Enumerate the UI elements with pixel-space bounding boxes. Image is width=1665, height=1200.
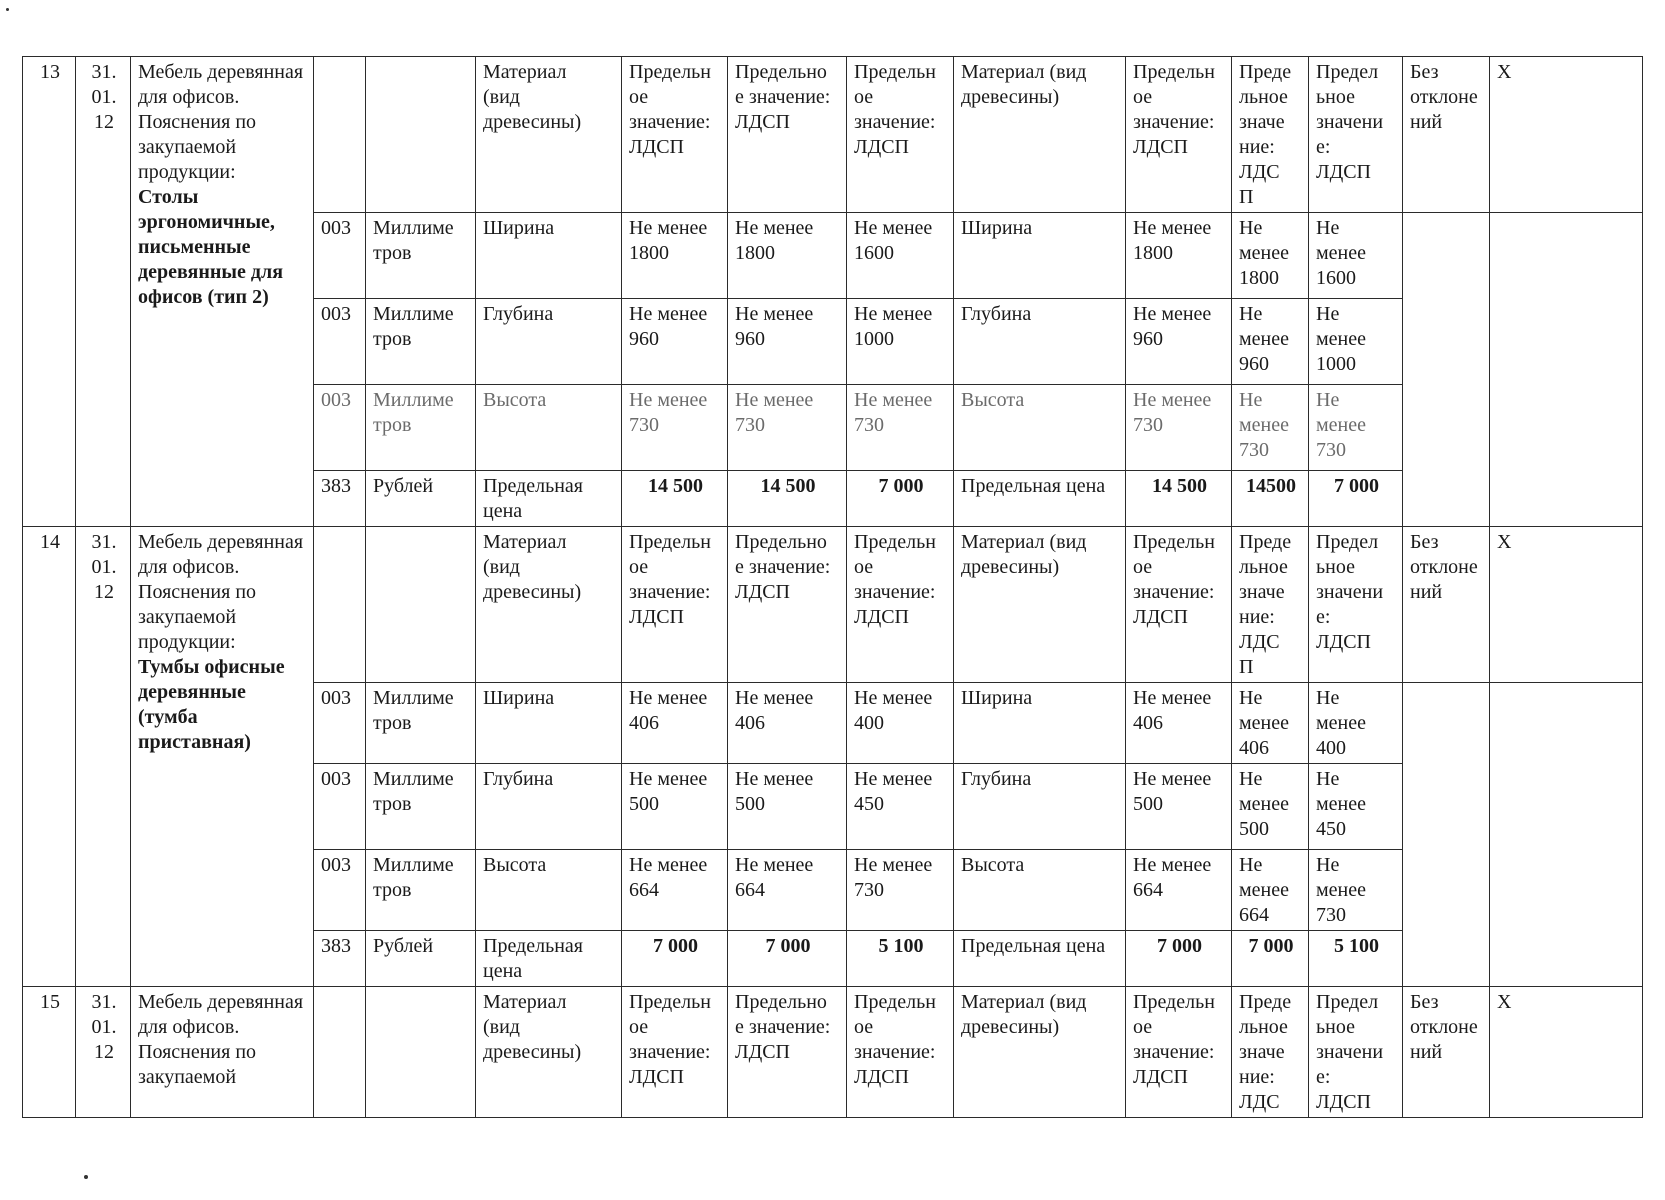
empty-cell: [1403, 213, 1490, 527]
table-row: [23, 57, 1643, 213]
unit-code: 383: [314, 471, 366, 527]
furniture-requirements-table: [22, 56, 1643, 1118]
limit-value: Предельно е значение: ЛДСП: [728, 527, 847, 683]
item-description: Мебель деревянная для офисов. Пояснения по закупаемой: [131, 987, 314, 1118]
value-cell: Не менее 1600: [847, 213, 954, 299]
price-value: 7 000: [1232, 931, 1309, 987]
price-value: 7 000: [847, 471, 954, 527]
limit-value: Предельн ое значение: ЛДСП: [847, 527, 954, 683]
price-value: 7 000: [728, 931, 847, 987]
value-cell: Не менее 730: [622, 385, 728, 471]
unit-name: Миллиме тров: [366, 683, 476, 764]
characteristic-name: Глубина: [476, 764, 622, 850]
item-description-text: Мебель деревянная для офисов. Пояснения по закупаемой продукции:: [138, 531, 304, 653]
value-cell: Не менее 1800: [1126, 213, 1232, 299]
characteristic-name: Материал (вид древесины): [954, 57, 1126, 213]
price-value: 14 500: [1126, 471, 1232, 527]
unit-code: 003: [314, 850, 366, 931]
value-cell: Не менее 1800: [728, 213, 847, 299]
value-cell: Не менее 400: [847, 683, 954, 764]
item-description: [131, 57, 314, 527]
value-cell: Не менее 960: [1232, 299, 1309, 385]
value-cell: Не менее 406: [728, 683, 847, 764]
characteristic-name: Материал (вид древесины): [954, 987, 1126, 1118]
empty-cell: [314, 987, 366, 1118]
value-cell: Не менее 730: [847, 385, 954, 471]
value-cell: Не менее 406: [1126, 683, 1232, 764]
mark-cell: Х: [1490, 57, 1643, 213]
price-value: 14 500: [622, 471, 728, 527]
characteristic-name: Ширина: [476, 213, 622, 299]
limit-value: Предельн ое значение: ЛДСП: [1126, 57, 1232, 213]
value-cell: Не менее 730: [847, 850, 954, 931]
row-number: 13: [23, 57, 76, 527]
empty-cell: [1490, 683, 1643, 987]
empty-cell: [1403, 683, 1490, 987]
unit-code: 003: [314, 683, 366, 764]
value-cell: Не менее 664: [1232, 850, 1309, 931]
table-row: [23, 527, 1643, 683]
value-cell: Не менее 1600: [1309, 213, 1403, 299]
scan-speck: [84, 1175, 88, 1179]
value-cell: Не менее 664: [728, 850, 847, 931]
value-cell: Не менее 664: [1126, 850, 1232, 931]
empty-cell: [1490, 213, 1643, 527]
value-cell: Не менее 730: [1309, 850, 1403, 931]
limit-value: Предельн ое значение: ЛДСП: [1126, 527, 1232, 683]
price-value: 5 100: [1309, 931, 1403, 987]
empty-cell: [366, 987, 476, 1118]
deviation-note: Без отклоне ний: [1403, 57, 1490, 213]
unit-name: Миллиме тров: [366, 299, 476, 385]
limit-value: Предельно е значение: ЛДСП: [728, 57, 847, 213]
characteristic-name: Ширина: [954, 213, 1126, 299]
characteristic-name: Предельная цена: [954, 471, 1126, 527]
price-value: 5 100: [847, 931, 954, 987]
unit-name: Миллиме тров: [366, 764, 476, 850]
characteristic-name: Материал (вид древесины): [476, 527, 622, 683]
row-number: 15: [23, 987, 76, 1118]
characteristic-name: Материал (вид древесины): [954, 527, 1126, 683]
value-cell: Не менее 450: [1309, 764, 1403, 850]
limit-value: Предельн ое значение: ЛДСП: [847, 57, 954, 213]
limit-value: Предельн ое значение: ЛДСП: [847, 987, 954, 1118]
value-cell: Не менее 500: [622, 764, 728, 850]
limit-value: Предел ьное значени е: ЛДСП: [1309, 57, 1403, 213]
item-name: Столы эргономичные, письменные деревянные для офисов (тип 2): [138, 186, 284, 308]
empty-cell: [366, 527, 476, 683]
limit-value: Предельн ое значение: ЛДСП: [622, 527, 728, 683]
value-cell: Не менее 730: [728, 385, 847, 471]
mark-cell: Х: [1490, 527, 1643, 683]
characteristic-name: Материал (вид древесины): [476, 987, 622, 1118]
price-value: 14500: [1232, 471, 1309, 527]
unit-name: Рублей: [366, 931, 476, 987]
characteristic-name: Предельная цена: [954, 931, 1126, 987]
value-cell: Не менее 1800: [1232, 213, 1309, 299]
characteristic-name: Высота: [476, 850, 622, 931]
price-value: 7 000: [1309, 471, 1403, 527]
deviation-note: Без отклоне ний: [1403, 987, 1490, 1118]
characteristic-name: Высота: [954, 850, 1126, 931]
okpd-code: 31. 01. 12: [76, 987, 131, 1118]
value-cell: Не менее 406: [1232, 683, 1309, 764]
okpd-code: 31. 01. 12: [76, 527, 131, 987]
value-cell: Не менее 730: [1309, 385, 1403, 471]
item-description: [131, 527, 314, 987]
characteristic-name: Глубина: [954, 299, 1126, 385]
characteristic-name: Ширина: [476, 683, 622, 764]
characteristic-name: Глубина: [476, 299, 622, 385]
limit-value: Предельн ое значение: ЛДСП: [622, 987, 728, 1118]
unit-name: Рублей: [366, 471, 476, 527]
empty-cell: [314, 527, 366, 683]
unit-code: 383: [314, 931, 366, 987]
unit-name: Миллиме тров: [366, 385, 476, 471]
value-cell: Не менее 730: [1126, 385, 1232, 471]
value-cell: Не менее 1000: [847, 299, 954, 385]
value-cell: Не менее 500: [1232, 764, 1309, 850]
characteristic-name: Предельная цена: [476, 471, 622, 527]
price-value: 7 000: [622, 931, 728, 987]
limit-value: Преде льное значе ние: ЛДС П: [1232, 57, 1309, 213]
item-name: Тумбы офисные деревянные (тумба приставная): [138, 656, 285, 753]
characteristic-name: Ширина: [954, 683, 1126, 764]
limit-value: Предельн ое значение: ЛДСП: [622, 57, 728, 213]
characteristic-name: Предельная цена: [476, 931, 622, 987]
value-cell: Не менее 664: [622, 850, 728, 931]
value-cell: Не менее 500: [728, 764, 847, 850]
unit-code: 003: [314, 213, 366, 299]
value-cell: Не менее 1800: [622, 213, 728, 299]
unit-code: 003: [314, 764, 366, 850]
deviation-note: Без отклоне ний: [1403, 527, 1490, 683]
unit-name: Миллиме тров: [366, 850, 476, 931]
value-cell: Не менее 960: [728, 299, 847, 385]
characteristic-name: Высота: [954, 385, 1126, 471]
empty-cell: [314, 57, 366, 213]
price-value: 7 000: [1126, 931, 1232, 987]
row-number: 14: [23, 527, 76, 987]
mark-cell: Х: [1490, 987, 1643, 1118]
limit-value: Предел ьное значени е: ЛДСП: [1309, 987, 1403, 1118]
value-cell: Не менее 960: [1126, 299, 1232, 385]
item-description-text: Мебель деревянная для офисов. Пояснения по закупаемой продукции:: [138, 61, 304, 183]
characteristic-name: Глубина: [954, 764, 1126, 850]
scan-speck: [6, 8, 9, 11]
characteristic-name: Материал (вид древесины): [476, 57, 622, 213]
empty-cell: [366, 57, 476, 213]
value-cell: Не менее 406: [622, 683, 728, 764]
limit-value: Преде льное значе ние: ЛДС: [1232, 987, 1309, 1118]
limit-value: Предельн ое значение: ЛДСП: [1126, 987, 1232, 1118]
limit-value: Предел ьное значени е: ЛДСП: [1309, 527, 1403, 683]
value-cell: Не менее 1000: [1309, 299, 1403, 385]
okpd-code: 31. 01. 12: [76, 57, 131, 527]
value-cell: Не менее 500: [1126, 764, 1232, 850]
document-sheet: [22, 56, 1643, 1118]
unit-code: 003: [314, 299, 366, 385]
unit-code: 003: [314, 385, 366, 471]
value-cell: Не менее 400: [1309, 683, 1403, 764]
value-cell: Не менее 450: [847, 764, 954, 850]
limit-value: Преде льное значе ние: ЛДС П: [1232, 527, 1309, 683]
limit-value: Предельно е значение: ЛДСП: [728, 987, 847, 1118]
value-cell: Не менее 730: [1232, 385, 1309, 471]
value-cell: Не менее 960: [622, 299, 728, 385]
table-row: [23, 987, 1643, 1118]
unit-name: Миллиме тров: [366, 213, 476, 299]
price-value: 14 500: [728, 471, 847, 527]
characteristic-name: Высота: [476, 385, 622, 471]
